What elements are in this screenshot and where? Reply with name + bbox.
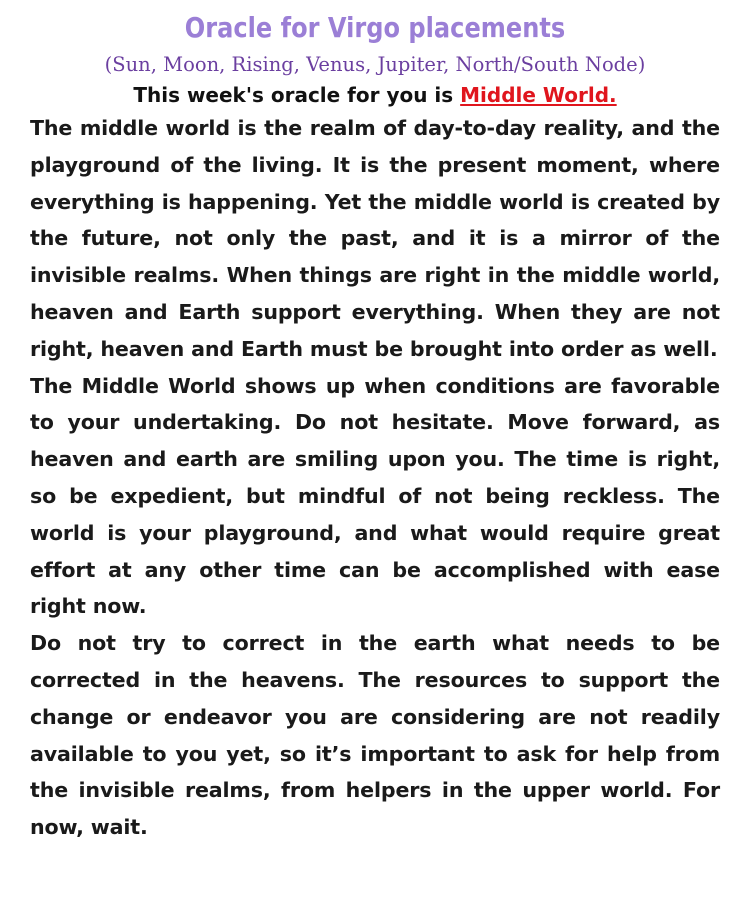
paragraph-3: Do not try to correct in the earth what needs to be corrected in the heavens. The resources to support the change or endeavor you are considering are not readily available to you yet, so it’s important to ask for help from the invisible realms, from helpers in the upper world. For now, wait. (30, 631, 720, 840)
oracle-announcement (30, 80, 720, 110)
oracle-intro-text: This week's oracle for you is (133, 83, 461, 107)
oracle-name: Middle World. (460, 83, 617, 107)
document-subtitle: (Sun, Moon, Rising, Venus, Jupiter, North/South Node) (104, 53, 646, 76)
paragraph-2: The Middle World shows up when conditions are favorable to your undertaking. Do not hesitate. Move forward, as heaven and earth are smiling upon you. The time is right, so be expedient, but mindful of not being reckless. The world is your playground, and what would require great effort at any other time can be accomplished with ease right now. (30, 373, 720, 619)
paragraph-1: The middle world is the realm of day-to-day reality, and the playground of the living. It is the present moment, where everything is happening. Yet the middle world is created by the future, not only the past, and it is a mirror of the invisible realms. When things are right in the middle world, heaven and Earth support everything. When they are not right, heaven and Earth must be brought into order as well. (30, 116, 720, 361)
document-title: Oracle for Virgo placements (184, 11, 566, 44)
